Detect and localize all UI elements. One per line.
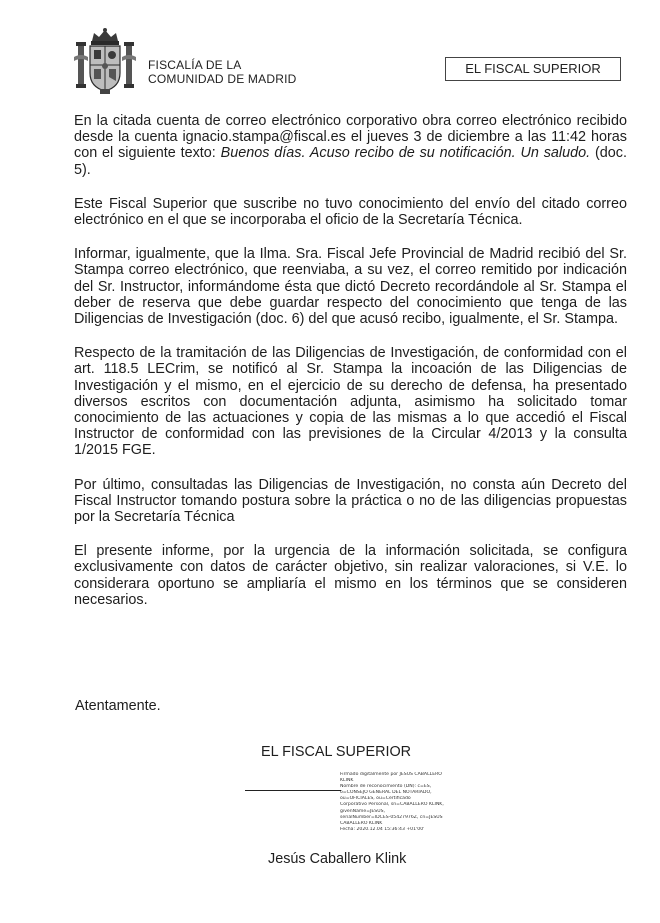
signer-title: EL FISCAL SUPERIOR	[261, 744, 412, 760]
paragraph-email-received	[74, 113, 627, 178]
org-line-2: COMUNIDAD DE MADRID	[148, 72, 297, 86]
paragraph-decree: Informar, igualmente, que la Ilma. Sra. Fiscal Jefe Provincial de Madrid recibió del Sr. Stampa correo electrónico, que reenviaba, a su vez, el correo remitido por indicación del Sr. Instructor, informándome ésta que dictó Decreto recordándole al Sr. Stampa el deber de reserva que debe guardar respecto del conocimiento que tenga de las Diligencias de Investigación (doc. 6) del que acusó recibo, igualmente, el Sr. Stampa.	[74, 246, 627, 328]
closing-salutation: Atentamente.	[75, 698, 161, 714]
signature-line-text: KLINK	[340, 778, 354, 784]
signature-line-text: givenName=JESUS,	[340, 808, 385, 814]
paragraph-1-end: (doc. 5).	[74, 145, 627, 178]
coat-of-arms-logo	[70, 27, 140, 97]
paragraph-1-text: En la citada cuenta de correo electrónico corporativo obra correo electrónico recibido desde la cuenta ignacio.stampa@fiscal.es el jueves 3 de diciembre a las 11:42 horas con el siguiente texto:	[74, 113, 627, 162]
paragraph-no-decree: Por último, consultadas las Diligencias de Investigación, no consta aún Decreto del Fiscal Instructor tomando postura sobre la práctica o no de las diligencias propuestas por la Secretaría Técnica	[74, 476, 627, 526]
organization-name	[148, 58, 296, 86]
org-line-1: FISCALÍA DE LA	[148, 58, 242, 72]
letter-body	[74, 113, 627, 626]
paragraph-report-scope: El presente informe, por la urgencia de la información solicitada, se configura exclusivamente con datos de carácter objetivo, sin realizar valoraciones, si V.E. lo considerara oportuno se ampliaría el mismo en los términos que se consideren necesarios.	[74, 543, 627, 608]
signature-line-text: Firmado digitalmente por JESUS CABALLERO	[340, 772, 442, 777]
quoted-email-text: Buenos días. Acuso recibo de su notificación. Un saludo.	[220, 145, 591, 162]
digital-signature-stamp	[340, 772, 450, 833]
signature-line-text: Fecha: 2020.12.04 15:36:43 +01'00'	[340, 826, 425, 832]
signature-line-text: ou=OFICIALES, ou=Certificado	[340, 796, 411, 802]
signer-name: Jesús Caballero Klink	[268, 851, 407, 867]
signature-line	[245, 790, 341, 791]
signature-line-text: serialNumber=IDCES-05427976Z, cn=JESUS	[340, 814, 443, 820]
paragraph-proceedings: Respecto de la tramitación de las Diligencias de Investigación, de conformidad con el art. 118.5 LECrim, se notificó al Sr. Stampa la incoación de las Diligencias de Investigación y el mismo, en el ejercicio de su derecho de defensa, ha presentado diversos escritos con documentación adjunta, asimismo ha solicitado tomar conocimiento de las actuaciones y copia de las mismas a lo que accedió el Fiscal Instructor de conformidad con las previsiones de la Circular 4/2013 y la consulta 1/2015 FGE.	[74, 345, 627, 459]
signature-line-text: CABALLERO KLINK	[340, 820, 383, 826]
signature-line-text: Nombre de reconocimiento (DN): c=ES,	[340, 784, 432, 790]
signature-line-text: o=CONSEJO GENERAL DEL NOTARIADO,	[340, 790, 432, 796]
paragraph-no-knowledge: Este Fiscal Superior que suscribe no tuvo conocimiento del envío del citado correo electrónico en el que se incorporaba el oficio de la Secretaría Técnica.	[74, 195, 627, 229]
recipient-box: EL FISCAL SUPERIOR	[445, 57, 621, 81]
signature-line-text: Corporativo Personal, sn=CABALLERO KLINK,	[340, 802, 444, 808]
